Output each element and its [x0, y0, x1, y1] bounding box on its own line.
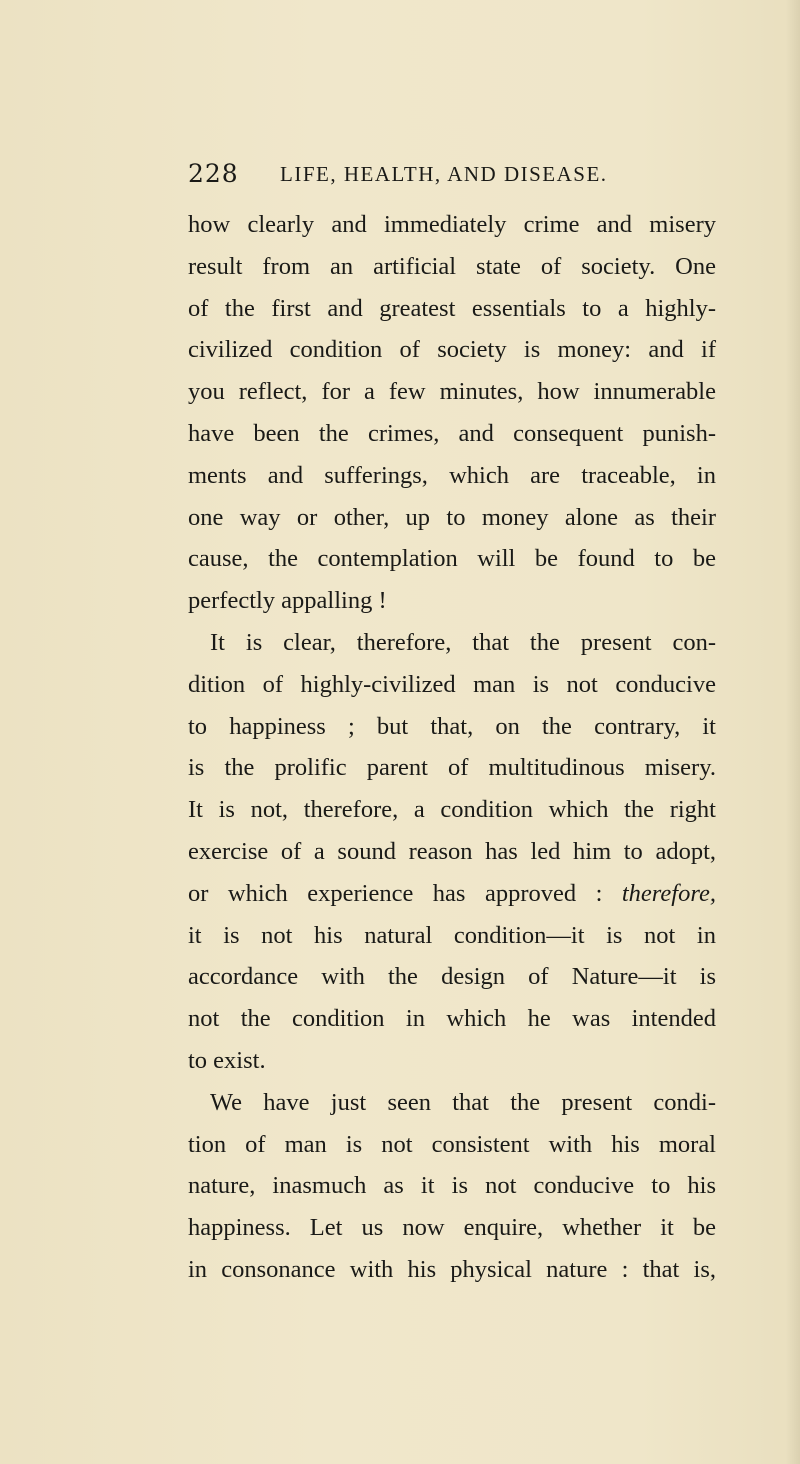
text-line: of the first and greatest essentials to a highly-: [188, 294, 716, 322]
text-line: result from an artificial state of society. One: [188, 252, 716, 280]
text-line: accordance with the design of Nature—it is: [188, 963, 716, 991]
text-line: nature, inasmuch as it is not conducive to his: [188, 1172, 716, 1200]
text-line: exercise of a sound reason has led him to adopt,: [188, 837, 716, 865]
page-edge-shadow: [786, 0, 800, 1464]
text-line: it is not his natural condition—it is not in: [188, 921, 716, 949]
text-line: you reflect, for a few minutes, how innumerable: [188, 378, 716, 406]
page-header: [188, 154, 658, 194]
text-line-with-emphasis: [188, 873, 716, 915]
text-line: is the prolific parent of multitudinous misery.: [188, 754, 716, 782]
body-text: [188, 204, 716, 1291]
text-line: It is not, therefore, a condition which the right: [188, 796, 716, 824]
text-line: to exist.: [188, 1046, 266, 1074]
text-line: how clearly and immediately crime and misery: [188, 211, 716, 238]
text-segment: or which experience has approved :: [188, 879, 603, 907]
text-line: happiness. Let us now enquire, whether it be: [188, 1214, 716, 1242]
text-line: perfectly appalling !: [188, 587, 387, 615]
emphasized-word: therefore,: [621, 879, 716, 907]
paragraph-start: We have just seen that the present condi-: [210, 1088, 716, 1116]
paragraph-start: It is clear, therefore, that the present con-: [210, 628, 716, 656]
text-line: cause, the contemplation will be found to be: [188, 545, 716, 573]
page-number: 228: [188, 159, 239, 188]
text-line: tion of man is not consistent with his moral: [188, 1130, 716, 1158]
text-line: have been the crimes, and consequent punish-: [188, 419, 716, 447]
text-line: not the condition in which he was intended: [188, 1005, 716, 1033]
text-line: civilized condition of society is money: and if: [188, 336, 716, 364]
text-line: ments and sufferings, which are traceable, in: [188, 461, 716, 489]
text-line: dition of highly-civilized man is not conducive: [188, 670, 716, 698]
text-line: in consonance with his physical nature : that is,: [188, 1255, 716, 1283]
text-line: to happiness ; but that, on the contrary, it: [188, 712, 716, 740]
text-line: one way or other, up to money alone as their: [188, 503, 716, 531]
running-title: LIFE, HEALTH, AND DISEASE.: [280, 162, 608, 186]
